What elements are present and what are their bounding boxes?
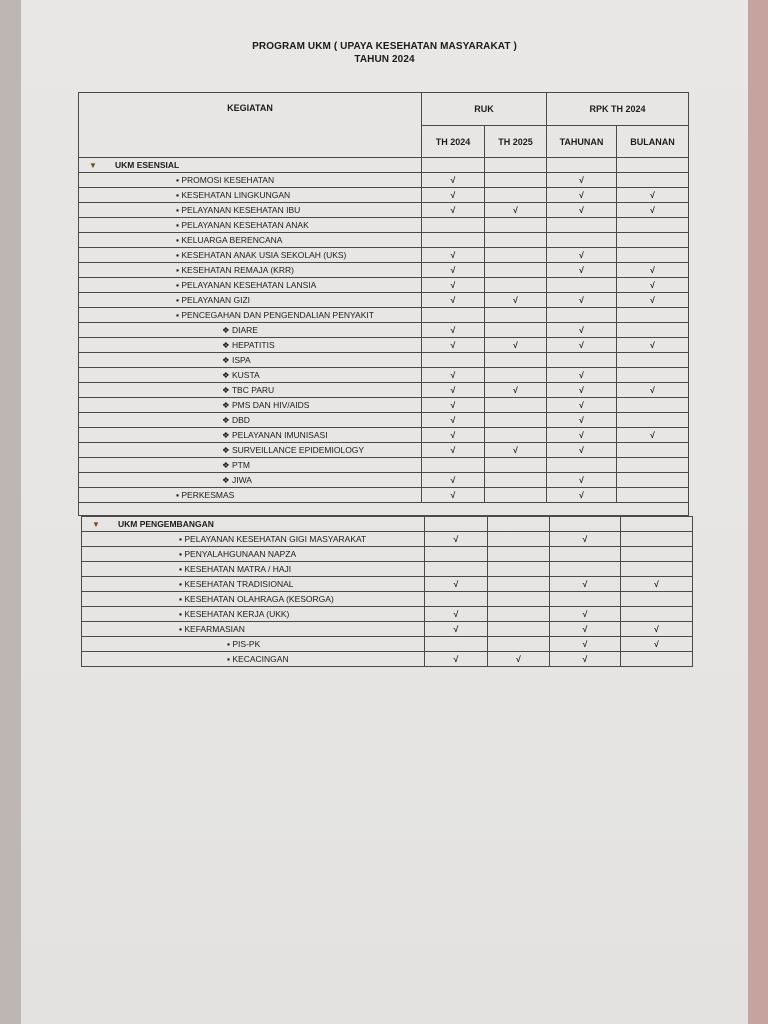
check-cell-bulanan [621,652,693,667]
activity-label [79,233,422,248]
check-cell-bulanan [617,338,689,353]
check-cell-bulanan [621,637,693,652]
table-row [79,413,689,428]
check-mark: √ [579,415,584,425]
check-cell-th2025 [488,532,550,547]
activity-text: ❖ ISPA [222,354,251,365]
check-cell-bulanan [617,263,689,278]
check-mark: √ [650,340,655,350]
activity-text: ❖ PTM [222,459,250,470]
table-row [79,398,689,413]
check-cell-th2025 [485,473,547,488]
check-cell-tahunan [547,278,617,293]
activity-label [82,592,425,607]
table-row [79,203,689,218]
table-row [79,323,689,338]
check-cell-th2024 [425,607,488,622]
check-cell-tahunan [550,562,621,577]
check-cell-th2024 [422,488,485,503]
check-cell-th2024 [422,353,485,368]
check-mark: √ [513,385,518,395]
check-cell-bulanan [617,323,689,338]
table-row [82,577,693,592]
check-cell-th2025 [485,353,547,368]
check-cell-th2024 [422,188,485,203]
check-cell-tahunan [547,353,617,368]
check-cell-tahunan [550,592,621,607]
check-cell-tahunan [550,547,621,562]
check-mark: √ [450,205,456,215]
check-cell-tahunan [547,293,617,308]
check-mark: √ [450,370,456,380]
check-cell-th2025 [485,263,547,278]
check-cell-th2024 [422,383,485,398]
activity-label [79,443,422,458]
check-mark: √ [450,175,456,185]
check-cell-th2025 [488,622,550,637]
activity-label [79,278,422,293]
activity-label [82,607,425,622]
activity-text: ▪ PERKESMAS [176,490,235,500]
activity-text: ▪ KESEHATAN MATRA / HAJI [179,564,292,574]
activity-text: ▪ PIS-PK [227,639,261,649]
check-mark: √ [582,609,588,619]
check-cell-bulanan [617,428,689,443]
check-mark: √ [450,490,456,500]
table-row [79,338,689,353]
check-cell-tahunan [547,188,617,203]
check-mark: √ [654,624,659,634]
check-mark: √ [450,430,456,440]
check-cell-th2025 [485,203,547,218]
activity-label [79,263,422,278]
check-cell-th2025 [485,428,547,443]
table-row [79,293,689,308]
check-cell-th2025 [488,547,550,562]
activity-text: ❖ PELAYANAN IMUNISASI [222,429,328,440]
check-cell-bulanan [617,368,689,383]
check-cell-th2024 [422,443,485,458]
background-edge-right [748,0,768,1024]
check-cell-bulanan [617,173,689,188]
table-row [79,218,689,233]
check-mark: √ [582,534,588,544]
check-cell-tahunan [547,248,617,263]
check-cell-th2024 [422,248,485,263]
check-cell-th2025 [485,488,547,503]
check-mark: √ [450,340,456,350]
activity-label [79,308,422,323]
check-cell-th2024 [422,173,485,188]
activity-label [79,353,422,368]
spacer-row [79,503,689,516]
activity-text: ▪ KEFARMASIAN [179,624,245,634]
activity-label [79,383,422,398]
check-mark: √ [450,295,456,305]
check-cell-th2024 [422,473,485,488]
activity-label [79,203,422,218]
check-cell-bulanan [617,488,689,503]
activity-label [82,622,425,637]
activity-label [82,577,425,592]
check-cell-th2025 [485,368,547,383]
check-mark: √ [579,325,584,335]
activity-text: ▪ KESEHATAN ANAK USIA SEKOLAH (UKS) [176,250,347,260]
activity-label [79,473,422,488]
check-cell-th2024 [422,413,485,428]
check-cell-th2024 [425,532,488,547]
table-row [82,592,693,607]
check-cell-bulanan [617,473,689,488]
check-mark: √ [453,609,459,619]
check-cell-th2024 [425,562,488,577]
check-mark: √ [450,445,456,455]
check-mark: √ [579,385,584,395]
activity-label [82,532,425,547]
activity-label [82,562,425,577]
check-cell-th2024 [422,428,485,443]
check-cell-bulanan [617,353,689,368]
activity-text: ❖ JIWA [222,474,252,485]
check-cell-th2024 [422,218,485,233]
activity-text: ▪ KESEHATAN LINGKUNGAN [176,190,291,200]
check-cell-th2025 [488,607,550,622]
check-cell-tahunan [550,652,621,667]
check-cell-tahunan [547,383,617,398]
table-row [79,308,689,323]
table-row [79,473,689,488]
section-title: UKM ESENSIAL [115,160,180,170]
check-mark: √ [582,654,588,664]
table-row [82,637,693,652]
check-cell-tahunan [547,323,617,338]
table-row [82,547,693,562]
table-row [79,278,689,293]
table-row [79,488,689,503]
check-cell-tahunan [547,218,617,233]
check-cell-tahunan [547,413,617,428]
check-mark: √ [654,579,659,589]
activity-text: ❖ TBC PARU [222,384,275,395]
check-cell-th2024 [425,652,488,667]
check-cell-th2024 [422,308,485,323]
table-row [82,622,693,637]
check-cell-th2025 [485,383,547,398]
activity-label [79,398,422,413]
check-cell-th2025 [488,577,550,592]
table-row [79,173,689,188]
check-cell-th2024 [422,338,485,353]
check-cell-bulanan [617,413,689,428]
check-mark: √ [579,490,584,500]
check-cell-th2024 [422,323,485,338]
check-cell-tahunan [550,637,621,652]
table-row [82,532,693,547]
activity-label [79,173,422,188]
activity-text: ▪ PENYALAHGUNAAN NAPZA [179,549,297,559]
check-mark: √ [453,534,459,544]
check-cell-th2024 [422,293,485,308]
table-row [79,233,689,248]
activity-label [79,218,422,233]
activity-label [79,488,422,503]
activity-text: ▪ PELAYANAN KESEHATAN LANSIA [176,280,317,290]
check-cell-th2025 [488,652,550,667]
section-header-esensial [79,158,422,173]
check-cell-bulanan [621,577,693,592]
check-cell-bulanan [621,607,693,622]
section-header-pengembangan [82,517,425,532]
check-cell-th2025 [485,443,547,458]
check-cell-bulanan [617,233,689,248]
table-row [79,368,689,383]
check-cell-th2025 [488,592,550,607]
check-mark: √ [513,205,518,215]
check-cell-th2024 [425,592,488,607]
activity-text: ▪ PELAYANAN KESEHATAN IBU [176,205,301,215]
table-row [82,562,693,577]
activity-label [79,188,422,203]
check-cell-bulanan [617,293,689,308]
check-mark: √ [513,295,518,305]
activity-text: ▪ PENCEGAHAN DAN PENGENDALIAN PENYAKIT [176,310,374,320]
ukm-pengembangan-table [81,516,693,667]
check-mark: √ [450,385,456,395]
activity-label [79,458,422,473]
check-mark: √ [453,654,459,664]
table-row [79,383,689,398]
table-row [79,443,689,458]
activity-label [79,338,422,353]
check-mark: √ [650,295,655,305]
check-cell-th2024 [425,637,488,652]
check-mark: √ [582,624,588,634]
check-cell-th2024 [422,263,485,278]
check-cell-tahunan [547,458,617,473]
activity-text: ❖ KUSTA [222,369,260,380]
header-kegiatan: KEGIATAN [79,93,422,158]
check-cell-tahunan [550,577,621,592]
check-cell-tahunan [547,428,617,443]
check-cell-tahunan [550,532,621,547]
check-cell-tahunan [547,263,617,278]
check-mark: √ [582,579,588,589]
check-mark: √ [450,415,456,425]
table-row [79,353,689,368]
check-mark: √ [579,370,584,380]
check-cell-bulanan [617,248,689,263]
activity-text: ❖ HEPATITIS [222,339,275,350]
check-cell-th2025 [485,233,547,248]
check-cell-th2025 [485,398,547,413]
table-row [82,607,693,622]
check-cell-th2025 [485,338,547,353]
activity-text: ▪ PELAYANAN KESEHATAN ANAK [176,220,309,230]
check-mark: √ [579,250,584,260]
activity-label [79,323,422,338]
check-cell-th2024 [425,577,488,592]
activity-text: ❖ PMS DAN HIV/AIDS [222,399,310,410]
check-mark: √ [513,445,518,455]
check-mark: √ [579,475,584,485]
activity-text: ❖ DIARE [222,324,258,335]
check-cell-th2025 [485,293,547,308]
activity-text: ❖ DBD [222,414,250,425]
activity-text: ▪ PROMOSI KESEHATAN [176,175,275,185]
check-mark: √ [579,265,584,275]
check-cell-bulanan [617,218,689,233]
check-cell-tahunan [547,443,617,458]
header-ruk: RUK [422,93,547,126]
activity-text: ▪ KESEHATAN OLAHRAGA (KESORGA) [179,594,334,604]
background-edge-left [0,0,21,1024]
check-cell-bulanan [617,278,689,293]
check-cell-bulanan [621,532,693,547]
check-mark: √ [450,325,456,335]
check-cell-th2024 [422,368,485,383]
activity-text: ▪ PELAYANAN GIZI [176,295,251,305]
activity-label [79,428,422,443]
check-cell-bulanan [621,622,693,637]
check-cell-bulanan [617,308,689,323]
activity-text: ▪ KESEHATAN REMAJA (KRR) [176,265,294,275]
check-mark: √ [650,385,655,395]
check-mark: √ [579,340,584,350]
check-mark: √ [654,639,659,649]
check-cell-th2025 [485,458,547,473]
section-bullet-icon: ▼ [92,520,100,529]
check-cell-th2025 [485,323,547,338]
activity-text: ▪ KECACINGAN [227,654,289,664]
check-cell-th2024 [422,398,485,413]
check-mark: √ [579,190,584,200]
header-tahunan: TAHUNAN [547,126,617,158]
table-row [79,458,689,473]
check-mark: √ [579,445,584,455]
check-cell-tahunan [550,622,621,637]
check-mark: √ [450,475,456,485]
header-rpk: RPK TH 2024 [547,93,689,126]
document-subtitle: TAHUN 2024 [354,54,415,65]
check-mark: √ [450,400,456,410]
check-mark: √ [516,654,521,664]
check-cell-bulanan [621,562,693,577]
check-mark: √ [450,190,456,200]
check-cell-tahunan [547,488,617,503]
header-bulanan: BULANAN [617,126,689,158]
check-cell-th2025 [488,562,550,577]
section-title: UKM PENGEMBANGAN [118,519,214,529]
check-mark: √ [650,190,655,200]
check-cell-th2025 [485,173,547,188]
check-cell-th2025 [485,308,547,323]
check-cell-bulanan [621,547,693,562]
check-cell-th2025 [485,188,547,203]
check-cell-th2024 [425,547,488,562]
check-cell-th2025 [485,413,547,428]
check-cell-tahunan [547,173,617,188]
activity-text: ▪ PELAYANAN KESEHATAN GIGI MASYARAKAT [179,534,367,544]
header-th2024: TH 2024 [422,126,485,158]
check-mark: √ [579,430,584,440]
check-mark: √ [450,250,456,260]
check-cell-th2025 [485,218,547,233]
activity-text: ▪ KESEHATAN TRADISIONAL [179,579,294,589]
check-cell-bulanan [617,458,689,473]
check-mark: √ [453,624,459,634]
check-cell-bulanan [621,592,693,607]
check-cell-th2025 [485,248,547,263]
activity-label [82,652,425,667]
check-cell-th2025 [485,278,547,293]
check-mark: √ [579,400,584,410]
activity-text: ❖ SURVEILLANCE EPIDEMIOLOGY [222,444,365,455]
check-mark: √ [579,175,584,185]
check-cell-tahunan [550,607,621,622]
header-th2025: TH 2025 [485,126,547,158]
check-cell-th2024 [422,458,485,473]
ukm-esensial-table [78,92,689,516]
activity-text: ▪ KESEHATAN KERJA (UKK) [179,609,290,619]
activity-label [79,368,422,383]
check-cell-bulanan [617,398,689,413]
table-row [79,263,689,278]
check-cell-tahunan [547,398,617,413]
check-cell-th2024 [422,203,485,218]
check-mark: √ [450,265,456,275]
check-mark: √ [579,295,584,305]
activity-label [82,637,425,652]
document-title: PROGRAM UKM ( UPAYA KESEHATAN MASYARAKAT ) [252,41,517,52]
check-cell-bulanan [617,188,689,203]
table-row [79,188,689,203]
table-row [79,248,689,263]
check-mark: √ [650,280,655,290]
activity-label [79,293,422,308]
check-mark: √ [650,430,655,440]
check-mark: √ [453,579,459,589]
check-mark: √ [582,639,588,649]
check-cell-tahunan [547,473,617,488]
activity-label [82,547,425,562]
activity-text: ▪ KELUARGA BERENCANA [176,235,283,245]
check-cell-bulanan [617,443,689,458]
check-mark: √ [513,340,518,350]
check-mark: √ [450,280,456,290]
check-cell-tahunan [547,203,617,218]
check-mark: √ [650,205,655,215]
check-cell-tahunan [547,308,617,323]
check-mark: √ [650,265,655,275]
check-cell-th2024 [422,278,485,293]
check-cell-tahunan [547,338,617,353]
activity-label [79,248,422,263]
table-row [79,428,689,443]
check-cell-th2024 [422,233,485,248]
check-cell-bulanan [617,203,689,218]
check-cell-th2025 [488,637,550,652]
check-cell-tahunan [547,368,617,383]
check-cell-tahunan [547,233,617,248]
check-cell-bulanan [617,383,689,398]
section-bullet-icon: ▼ [89,161,97,170]
check-cell-th2024 [425,622,488,637]
check-mark: √ [579,205,584,215]
activity-label [79,413,422,428]
table-row [82,652,693,667]
